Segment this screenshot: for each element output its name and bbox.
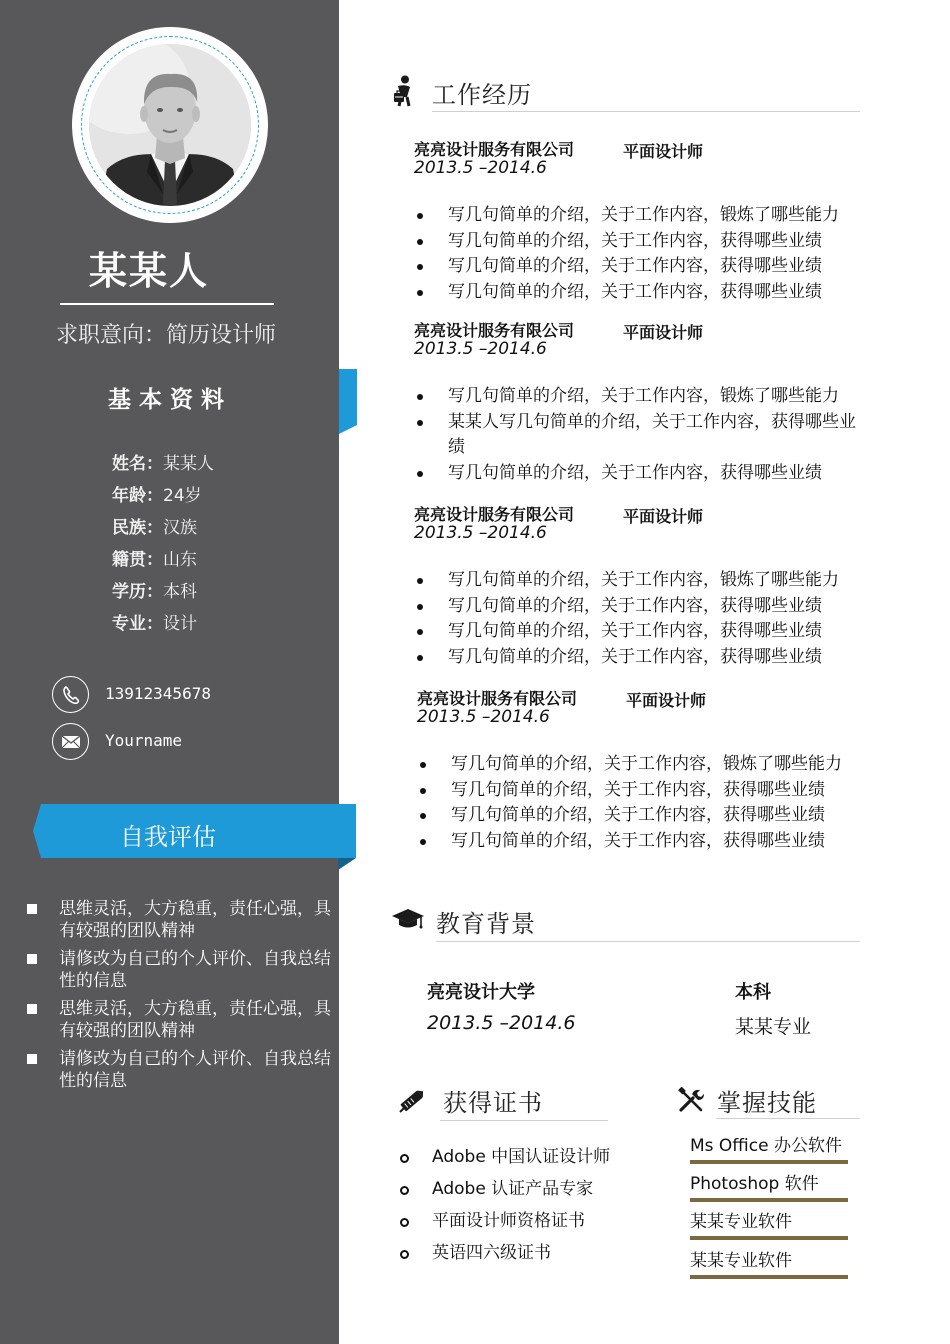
job-duty-item: 写几句简单的介绍，关于工作内容，锻炼了哪些能力 (414, 568, 864, 594)
basic-info-list (112, 452, 214, 644)
job-role: 平面设计师 (623, 323, 704, 342)
job-duties (417, 752, 867, 854)
skill-label: Ms Office 办公软件 (690, 1136, 842, 1156)
skill-item (690, 1172, 848, 1202)
basic-info-key: 籍贯： (112, 550, 163, 570)
job-company: 亮亮设计服务有限公司 (414, 140, 575, 159)
certificate-pen-icon (398, 1086, 426, 1114)
basic-info-row (112, 516, 214, 548)
education-section-title: 教育背景 (436, 910, 536, 938)
self-eval-item: 思维灵活，大方稳重，责任心强，具有较强的团队精神 (26, 898, 331, 942)
skill-item (690, 1210, 848, 1240)
job-role: 平面设计师 (626, 691, 707, 710)
job-duty-item: 写几句简单的介绍，关于工作内容，获得哪些业绩 (417, 778, 867, 804)
work-section-rule (432, 111, 860, 112)
job-duty-item: 写几句简单的介绍，关于工作内容，获得哪些业绩 (414, 254, 864, 280)
basic-info-value: 山东 (163, 550, 197, 570)
education-section-rule (436, 941, 860, 942)
job-duty-item: 写几句简单的介绍，关于工作内容，获得哪些业绩 (414, 461, 860, 487)
tools-icon (678, 1087, 704, 1113)
job-duty-item: 写几句简单的介绍，关于工作内容，获得哪些业绩 (414, 594, 864, 620)
edu-degree: 本科 (735, 982, 771, 1003)
person-name: 某某人 (88, 249, 209, 293)
avatar-frame (72, 27, 268, 223)
job-duty-item: 写几句简单的介绍，关于工作内容，获得哪些业绩 (417, 829, 867, 855)
phone-number: 13912345678 (105, 684, 211, 703)
basic-info-value: 24岁 (163, 486, 202, 506)
basic-info-row (112, 580, 214, 612)
job-duty-item: 写几句简单的介绍，关于工作内容，获得哪些业绩 (414, 619, 864, 645)
job-duty-item: 写几句简单的介绍，关于工作内容，锻炼了哪些能力 (414, 384, 860, 410)
certs-section-title: 获得证书 (443, 1089, 543, 1117)
skills-section-title: 掌握技能 (717, 1089, 817, 1117)
basic-info-key: 年龄： (112, 486, 163, 506)
job-duty-item: 某某人写几句简单的介绍，关于工作内容，获得哪些业绩 (414, 410, 860, 461)
cert-item: Adobe 中国认证设计师 (398, 1145, 610, 1177)
job-company: 亮亮设计服务有限公司 (417, 689, 578, 708)
skill-bar (690, 1236, 848, 1240)
job-company: 亮亮设计服务有限公司 (414, 505, 575, 524)
basic-info-value: 某某人 (163, 454, 214, 474)
sidebar (0, 0, 339, 1344)
edu-major: 某某专业 (735, 1016, 812, 1038)
job-intent: 求职意向：简历设计师 (55, 323, 276, 348)
name-divider (60, 303, 274, 305)
job-duty-item: 写几句简单的介绍，关于工作内容，获得哪些业绩 (414, 280, 864, 306)
basic-info-key: 姓名： (112, 454, 163, 474)
self-eval-item: 请修改为自己的个人评价、自我总结性的信息 (26, 948, 331, 992)
job-duty-item: 写几句简单的介绍，关于工作内容，获得哪些业绩 (414, 645, 864, 671)
basic-info-row (112, 452, 214, 484)
job-role: 平面设计师 (623, 507, 704, 526)
skills-section-rule (716, 1118, 860, 1119)
phone-icon (52, 676, 89, 713)
graduation-cap-icon (392, 907, 424, 931)
job-duties (414, 203, 864, 305)
job-role: 平面设计师 (623, 142, 704, 161)
cert-item: 平面设计师资格证书 (398, 1209, 610, 1241)
self-eval-title: 自我评估 (120, 823, 216, 851)
self-eval-list (26, 898, 331, 1098)
email-address: Yourname (105, 731, 183, 750)
blue-tab-marker (339, 369, 357, 434)
basic-info-value: 汉族 (163, 518, 197, 538)
portrait-photo (89, 44, 251, 206)
basic-info-row (112, 612, 214, 644)
job-duty-item: 写几句简单的介绍，关于工作内容，获得哪些业绩 (414, 229, 864, 255)
skill-item (690, 1134, 848, 1164)
basic-info-key: 民族： (112, 518, 163, 538)
self-eval-item: 请修改为自己的个人评价、自我总结性的信息 (26, 1048, 331, 1092)
job-company: 亮亮设计服务有限公司 (414, 321, 575, 340)
skill-label: 某某专业软件 (690, 1212, 792, 1232)
job-duty-item: 写几句简单的介绍，关于工作内容，锻炼了哪些能力 (417, 752, 867, 778)
job-date: 2013.5 –2014.6 (414, 339, 547, 359)
job-date: 2013.5 –2014.6 (414, 158, 547, 178)
cert-item: 英语四六级证书 (398, 1241, 610, 1273)
basic-info-key: 专业： (112, 614, 163, 634)
skill-bar (690, 1160, 848, 1164)
basic-info-value: 设计 (163, 614, 197, 634)
cert-list (398, 1145, 610, 1273)
basic-info-row (112, 548, 214, 580)
self-eval-item: 思维灵活，大方稳重，责任心强，具有较强的团队精神 (26, 998, 331, 1042)
avatar (89, 44, 251, 206)
job-date: 2013.5 –2014.6 (417, 707, 550, 727)
job-duties (414, 568, 864, 670)
job-duty-item: 写几句简单的介绍，关于工作内容，锻炼了哪些能力 (414, 203, 864, 229)
basic-info-row (112, 484, 214, 516)
skill-label: Photoshop 软件 (690, 1174, 819, 1194)
work-section-title: 工作经历 (432, 81, 532, 109)
skill-label: 某某专业软件 (690, 1251, 792, 1271)
job-date: 2013.5 –2014.6 (414, 523, 547, 543)
briefcase-person-icon (392, 75, 418, 107)
mail-icon (52, 723, 89, 760)
edu-date: 2013.5 –2014.6 (427, 1012, 576, 1034)
certs-section-rule (440, 1120, 608, 1121)
skill-bar (690, 1275, 848, 1279)
skill-bar (690, 1198, 848, 1202)
basic-info-key: 学历： (112, 582, 163, 602)
edu-school: 亮亮设计大学 (427, 982, 535, 1003)
basic-info-title: 基本资料 (108, 387, 232, 413)
job-duties (414, 384, 860, 486)
basic-info-value: 本科 (163, 582, 197, 602)
cert-item: Adobe 认证产品专家 (398, 1177, 610, 1209)
job-duty-item: 写几句简单的介绍，关于工作内容，获得哪些业绩 (417, 803, 867, 829)
skill-item (690, 1249, 848, 1279)
